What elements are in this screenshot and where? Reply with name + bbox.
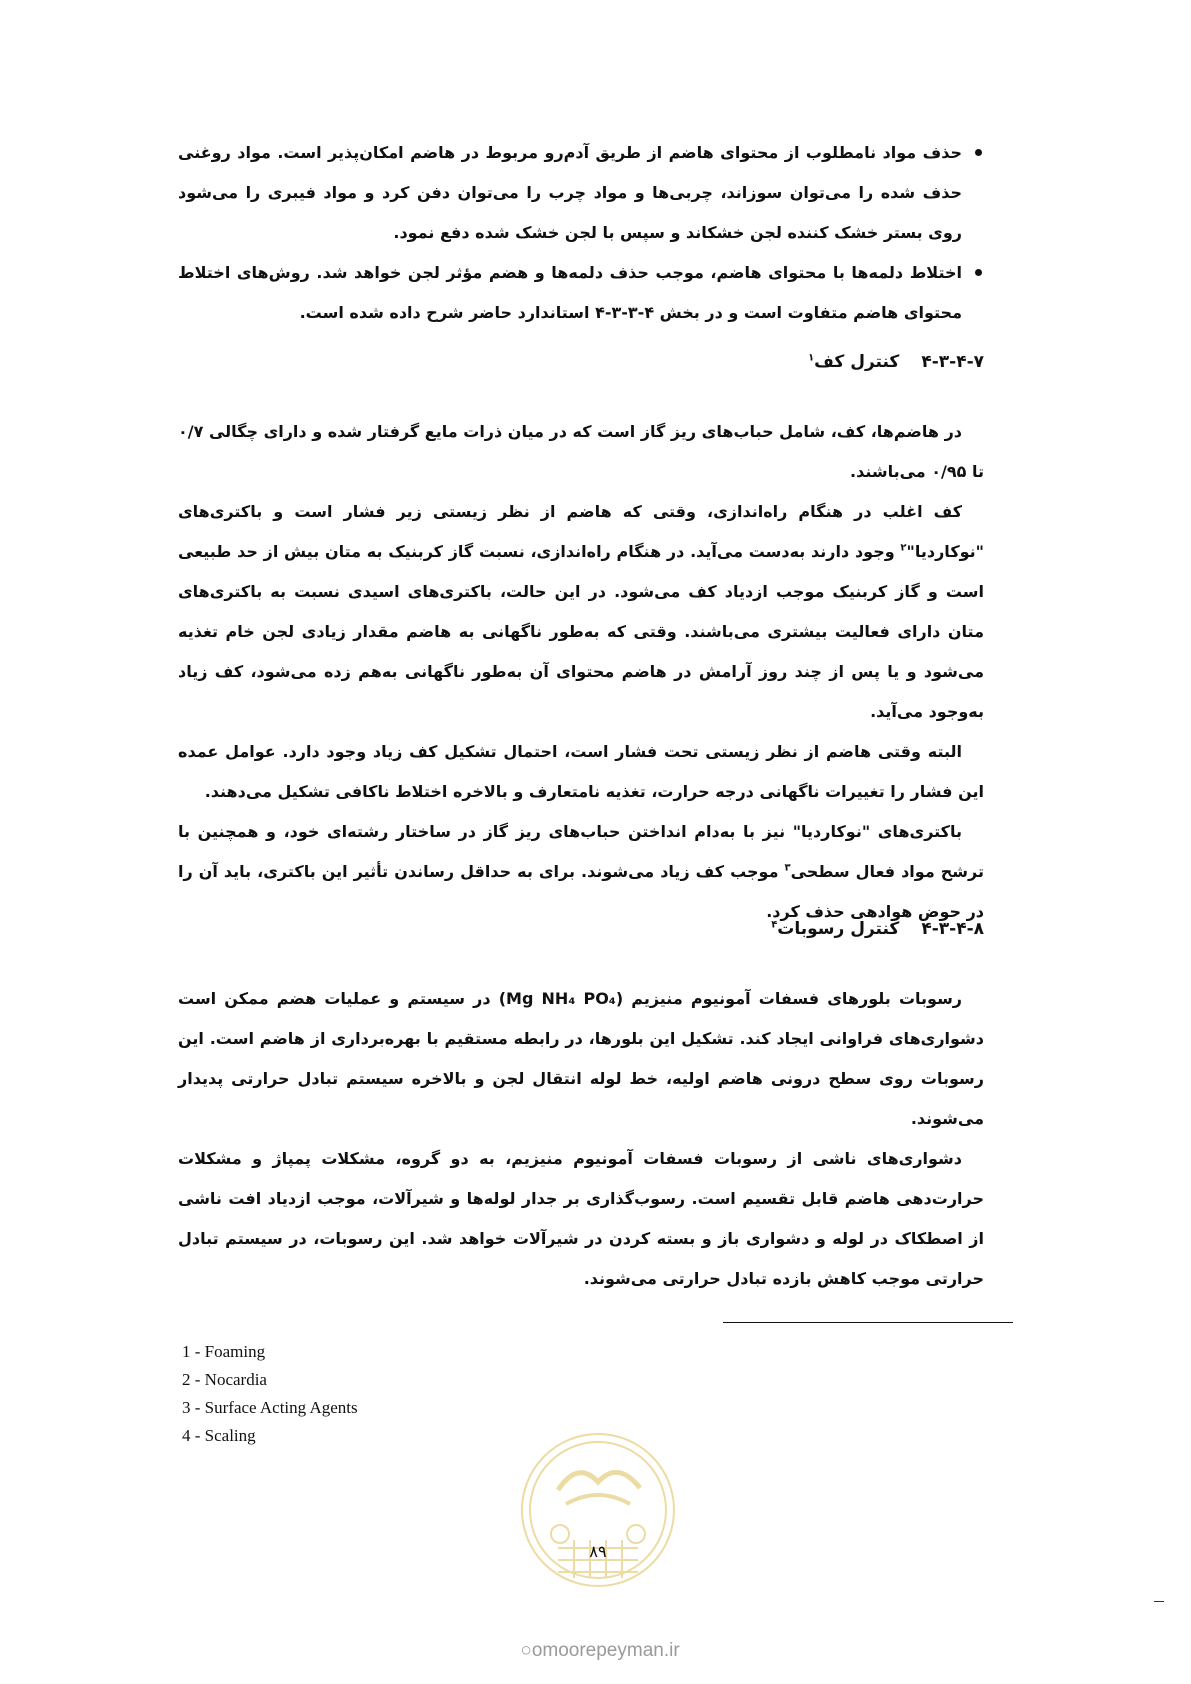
- footnote-item: 1 - Foaming: [182, 1342, 266, 1361]
- section-heading-scaling-control: [771, 919, 984, 939]
- footnote-ref: ۱: [808, 352, 815, 364]
- bullet-item-2: اختلاط دلمه‌ها با محتوای هاضم، موجب حذف دلمه‌ها و هضم مؤثر لجن خواهد شد. روش‌های اختلاط محتوای هاضم متفاوت است و در بخش ۴-۳-۳-۴ استاندارد حاضر شرح داده شده است.: [178, 253, 962, 333]
- bullet-list: [178, 133, 984, 333]
- paragraph: دشواری‌های ناشی از رسوبات فسفات آمونیوم منیزیم، به دو گروه، مشکلات پمپاژ و مشکلات حرارت‌دهی هاضم قابل تقسیم است. رسوب‌گذاری بر جدار لوله‌ها و شیرآلات، موجب ازدیاد افت ناشی از اصطکاک در لوله و دشواری باز و بسته کردن در شیرآلات خواهد شد. این رسوبات، در سیستم تبادل حرارتی موجب کاهش بازده تبادل حرارتی می‌شوند.: [178, 1149, 984, 1288]
- watermark-seal-icon: [518, 1430, 678, 1590]
- section-title: کنترل رسوبات: [777, 919, 900, 939]
- footnote-item: 3 - Surface Acting Agents: [182, 1398, 358, 1417]
- footnote-ref: ۴: [771, 919, 778, 931]
- chemical-formula: Mg NH₄ PO₄: [506, 989, 616, 1008]
- paragraph-text: باکتری‌های "نوکاردیا" نیز با به‌دام انداختن حباب‌های ریز گاز در ساختار رشته‌ای خود، و همچنین با ترشح مواد فعال سطحی: [178, 822, 984, 881]
- footnote-item: 4 - Scaling: [182, 1426, 256, 1445]
- paragraph-text: ) در سیستم و عملیات هضم ممکن است دشواری‌های فراوانی ایجاد کند. تشکیل این بلورها، در رابطه مستقیم با بهره‌برداری از هاضم است. این رسوبات روی سطح درونی هاضم اولیه، خط لوله انتقال لجن و بالاخره سیستم تبادل حرارتی پدیدار می‌شوند.: [178, 989, 984, 1128]
- paragraph: [178, 492, 984, 732]
- section-body-scaling-control: [178, 979, 984, 1299]
- scan-mark: [1154, 1601, 1164, 1602]
- footnote-ref: ۳: [784, 862, 791, 874]
- section-body-foam-control: [178, 412, 984, 932]
- footnote-divider: [723, 1322, 1013, 1323]
- page-number: ۸۹: [589, 1542, 607, 1561]
- paragraph: در هاضم‌ها، کف، شامل حباب‌های ریز گاز است که در میان ذرات مایع گرفتار شده و دارای چگالی ۰/۷ تا ۰/۹۵ می‌باشند.: [178, 422, 984, 481]
- footnote-ref: ۲: [900, 542, 907, 554]
- bullet-list-section: [178, 133, 984, 333]
- paragraph: [178, 979, 984, 1139]
- watermark-site-label: ○omoorepeyman.ir: [520, 1640, 680, 1661]
- footnotes: [182, 1338, 358, 1450]
- paragraph: البته وقتی هاضم از نظر زیستی تحت فشار است، احتمال تشکیل کف زیاد وجود دارد. عوامل عمده این فشار را تغییرات ناگهانی درجه حرارت، تغذیه نامتعارف و بالاخره اختلاط ناکافی تشکیل می‌دهند.: [178, 742, 984, 801]
- section-number: ۴-۳-۴-۷: [921, 352, 984, 372]
- section-number: ۴-۳-۴-۸: [921, 919, 984, 939]
- paragraph-text: رسوبات بلورهای فسفات آمونیوم منیزیم (: [615, 989, 963, 1008]
- paragraph-text: موجب کف زیاد می‌شوند. برای به حداقل رساندن تأثیر این باکتری، باید آن را در حوض هوادهی حذف کرد.: [178, 862, 984, 921]
- bullet-item-1: حذف مواد نامطلوب از محتوای هاضم از طریق آدم‌رو مربوط در هاضم امکان‌پذیر است. مواد روغنی حذف شده را می‌توان سوزاند، چربی‌ها و مواد چرب را می‌توان دفن کرد و مواد فیبری را می‌شود روی بستر خشک کننده لجن خشکاند و سپس با لجن خشک شده دفع نمود.: [178, 133, 962, 253]
- paragraph-text: کف اغلب در هنگام راه‌اندازی، وقتی که هاضم از نظر زیستی زیر فشار است و باکتری‌های "نوکاردیا": [178, 502, 984, 561]
- paragraph: [178, 812, 984, 932]
- section-title: کنترل کف: [814, 352, 900, 372]
- paragraph-text: وجود دارند به‌دست می‌آید. در هنگام راه‌اندازی، نسبت گاز کربنیک به متان بیش از حد طبیعی است و گاز کربنیک موجب ازدیاد کف می‌شود. در این حالت، باکتری‌های اسیدی نسبت به باکتری‌های متان دارای فعالیت بیشتری می‌باشند. وقتی که به‌طور ناگهانی به هاضم مقدار زیادی لجن خام تغذیه می‌شود و یا پس از چند روز آرامش در هاضم محتوای آن به‌طور ناگهانی به‌هم زده می‌شود، کف زیاد به‌وجود می‌آید.: [178, 542, 984, 721]
- footnote-item: 2 - Nocardia: [182, 1370, 267, 1389]
- watermark-site-text: omoorepeyman.ir: [531, 1640, 680, 1661]
- section-heading-foam-control: [808, 352, 984, 372]
